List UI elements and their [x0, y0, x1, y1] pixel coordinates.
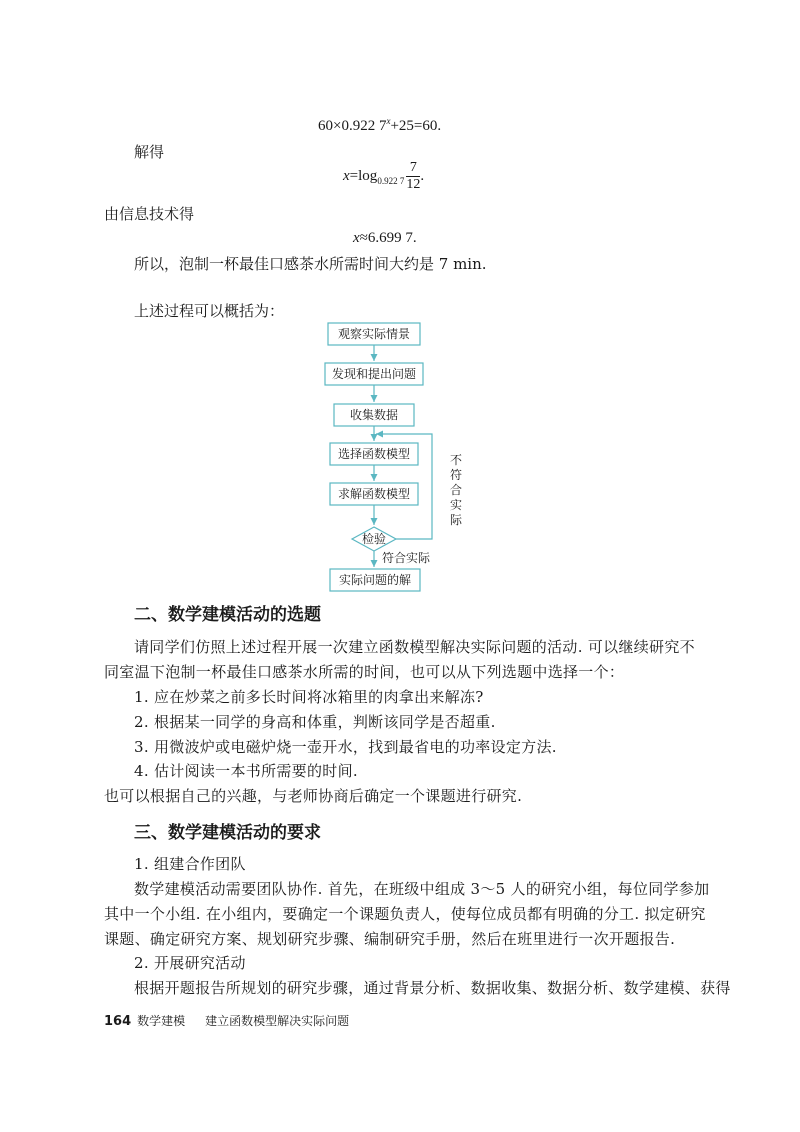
flow-label-solve-model: 求解函数模型: [337, 487, 411, 501]
section-2-intro-line-2: 同室温下泡制一杯最佳口感茶水所需的时间，也可以从下列选题中选择一个：: [104, 663, 625, 681]
flow-label-notfit-1: 不: [449, 453, 463, 467]
flow-label-notfit-2: 符: [449, 468, 463, 482]
topic-item-1: 1. 应在炒菜之前多长时间将冰箱里的肉拿出来解冻?: [134, 688, 484, 706]
footer-section: 数学建模: [137, 1014, 186, 1028]
equation-2-log: =log: [349, 167, 378, 184]
flow-label-collect: 收集数据: [349, 408, 399, 422]
page-number: 164: [104, 1014, 132, 1029]
equation-1-exponent: x: [386, 116, 391, 126]
tech-label: 由信息技术得: [104, 205, 195, 223]
topic-item-2: 2. 根据某一同学的身高和体重，判断该同学是否超重.: [134, 713, 496, 731]
team-paragraph-line-3: 课题、确定研究方案、规划研究步骤、编制研究手册，然后在班里进行一次开题报告.: [104, 930, 676, 948]
section-2-heading: 二、数学建模活动的选题: [134, 605, 321, 625]
section-3-heading: 三、数学建模活动的要求: [134, 823, 321, 843]
section-2-intro-line-1: 请同学们仿照上述过程开展一次建立函数模型解决实际问题的活动. 可以继续研究不: [134, 638, 695, 656]
flow-label-choose-model: 选择函数模型: [337, 447, 411, 461]
flow-label-notfit-4: 实: [449, 498, 463, 512]
solve-label: 解得: [134, 143, 165, 161]
subheading-research: 2. 开展研究活动: [134, 954, 246, 972]
equation-2-base: 0.922 7: [377, 175, 405, 186]
team-paragraph-line-2: 其中一个小组. 在小组内，要确定一个课题负责人，使每位成员都有明确的分工. 拟定研究: [104, 905, 706, 923]
equation-2-var: x: [343, 167, 350, 184]
flow-label-notfit-3: 合: [449, 483, 463, 497]
flow-label-discover: 发现和提出问题: [331, 367, 417, 381]
fraction-numerator: 7: [406, 160, 420, 177]
section-2-outro: 也可以根据自己的兴趣，与老师协商后确定一个课题进行研究.: [104, 787, 523, 805]
equation-3-var: x: [353, 230, 360, 246]
conclusion-text: 所以，泡制一杯最佳口感茶水所需时间大约是 7 min.: [134, 255, 487, 273]
equation-3-value: ≈6.699 7.: [359, 230, 417, 246]
summary-text: 上述过程可以概括为：: [134, 302, 285, 320]
flow-label-fit: 符合实际: [381, 551, 431, 565]
flow-label-notfit-5: 际: [449, 513, 463, 527]
footer-title: 建立函数模型解决实际问题: [205, 1014, 350, 1028]
research-paragraph-line-1: 根据开题报告所规划的研究步骤，通过背景分析、数据收集、数据分析、数学建模、获得: [134, 979, 731, 997]
equation-1-left: 60×0.922 7: [318, 118, 387, 134]
topic-item-3: 3. 用微波炉或电磁炉烧一壶开水，找到最省电的功率设定方法.: [134, 738, 557, 756]
topic-item-4: 4. 估计阅读一本书所需要的时间.: [134, 762, 358, 780]
fraction-denominator: 12: [406, 177, 421, 192]
equation-1-right: +25=60.: [390, 118, 442, 134]
flow-label-result: 实际问题的解: [338, 573, 412, 587]
flow-label-check: 检验: [361, 532, 387, 546]
subheading-team: 1. 组建合作团队: [134, 855, 246, 873]
flow-label-observe: 观察实际情景: [337, 327, 411, 341]
page-footer: [104, 1012, 349, 1029]
team-paragraph-line-1: 数学建模活动需要团队协作. 首先，在班级中组成 3～5 人的研究小组，每位同学参加: [134, 880, 710, 898]
equation-2-end: .: [420, 167, 425, 184]
